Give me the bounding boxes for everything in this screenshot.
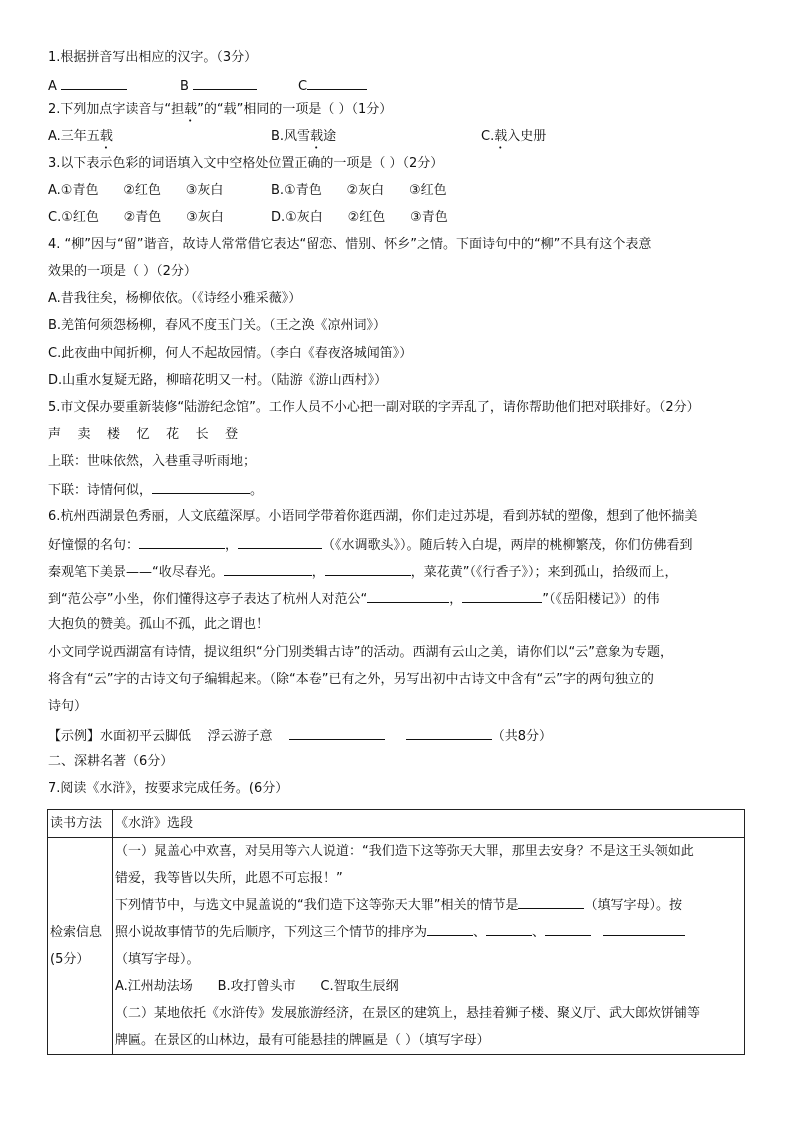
header-method-text: 读书方法 [50,816,103,831]
excerpt-line-1: （一）晁盖心中欢喜，对吴用等六人说道：“我们造下这等弥天大罪，那里去安身？不是这王头领如此 [115,844,694,859]
q6-blank-7[interactable] [289,727,385,740]
q6-l3-text: 秦观笔下美景——“收尽春光。 [48,565,224,580]
q1-blank-a[interactable] [61,77,127,90]
q6-blank-5[interactable] [367,590,449,603]
q1-b-label: B [180,79,189,94]
q2-b-post: 途 [323,129,337,144]
q1-blank-b[interactable] [193,77,257,90]
q6-score: （共8分） [491,729,553,744]
excerpt-blank-5[interactable] [603,923,685,936]
q6-l4-text: 到“范公亭”小坐，你们懂得这亭子表达了杭州人对范公“ [48,592,368,607]
table-header-row [48,810,745,838]
q6-l4-tail: ”（《岳阳楼记》）的伟 [542,592,660,607]
q4-prompt-line2: 效果的一项是（ ）（2分） [48,264,197,279]
q4-option-c: C.此夜曲中闻折柳，何人不起故园情。（李白《春夜洛城闻笛》） [48,346,413,361]
q6-line6: 小文同学说西湖富有诗情，提议组织“分门别类辑古诗”的活动。西湖有云山之美，请你们以“云”意象为专题， [48,645,673,660]
q1-option-a [48,77,127,95]
excerpt-line-8: 牌匾。在景区的山林边，最有可能悬挂的牌匾是（ ）（填写字母） [115,1033,490,1048]
q6-blank-4[interactable] [325,563,411,576]
q6-example: 【示例】水面初平云脚低 浮云游子意 [48,729,273,744]
q3-option-b: B.①青色 ②灰白 ③红色 [271,183,447,198]
q6-blank-2[interactable] [238,536,322,549]
q6-blank-3[interactable] [224,563,312,576]
q4-option-a: A.昔我往矣，杨柳依依。（《诗经小雅采薇》） [48,291,302,306]
q5-prompt: 5.市文保办要重新装修“陆游纪念馆”。工作人员不小心把一副对联的字弄乱了，请你帮助他们把对联排好。（2分） [48,400,700,415]
excerpt-blank-2[interactable] [427,923,473,936]
q6-line1: 6.杭州西湖景色秀丽，人文底蕴深厚。小语同学带着你逛西湖，你们走过苏堤，看到苏轼的塑像，想到了他怀揣美 [48,509,698,524]
q2-b-dot: 载 [310,129,324,144]
q6-line4 [48,590,659,608]
excerpt-options: A.江州劫法场 B.攻打曾头市 C.智取生辰纲 [115,979,399,994]
retrieve-info-cell [48,838,113,1055]
excerpt-line-7: （二）某地依托《水浒传》发展旅游经济，在景区的建筑上，悬挂着狮子楼、聚义厅、武大郎炊饼铺等 [115,1006,701,1021]
q2-option-a [48,129,113,152]
q2-a-pre: A.三年五 [48,129,100,144]
q2-b-pre: B.风雪 [271,129,311,144]
q1-prompt: 1.根据拼音写出相应的汉字。（3分） [48,50,258,65]
q6-blank-1[interactable] [139,536,225,549]
excerpt-l3-tail: （填写字母）。按 [584,898,682,913]
section-2-heading: 二、深耕名著（6分） [48,754,174,769]
q5-lower-text: 下联：诗情何似， [48,483,153,498]
q3-option-d: D.①灰白 ②红色 ③青色 [271,210,448,225]
q5-upper-couplet: 上联：世味依然，入巷重寻听雨地； [48,454,257,469]
q2-mid: ”的“载”相同的一项是（ ）（1分） [197,102,393,117]
q5-lower-couplet [48,481,263,499]
table-header-method [48,810,113,838]
q6-line8: 诗句） [48,699,88,714]
q2-option-b [271,129,336,152]
q4-option-b: B.羌笛何须怨杨柳，春风不度玉门关。（王之涣《凉州词》） [48,318,387,333]
retrieve-info-score: (5分） [50,952,90,967]
retrieve-info-label: 检索信息 [50,925,103,940]
q2-option-c [481,129,546,152]
q2-pre: 2.下列加点字读音与“担 [48,102,185,117]
excerpt-line-4 [113,919,744,946]
q6-l3-tail: ，菜花黄”（《行香子》）；来到孤山，拾级而上， [410,565,678,580]
header-excerpt-text: 《水浒》选段 [115,816,194,831]
q1-option-c [298,77,367,95]
excerpt-blank-4[interactable] [545,923,591,936]
q1-a-label: A [48,79,57,94]
q2-dotted-char: 载 [184,102,198,117]
q1-option-b [180,77,257,95]
excerpt-l4-sep1: 、 [473,925,487,940]
excerpt-line-3 [113,892,744,919]
q6-blank-8[interactable] [406,727,492,740]
q4-prompt-line1: 4. “柳”因与“留”谐音，故诗人常常借它表达“留恋、惜别、怀乡”之情。下面诗句中的“柳”不具有这个表意 [48,237,652,252]
q1-c-label: C [298,79,308,94]
q6-l2-comma: ， [225,538,239,553]
excerpt-blank-3[interactable] [486,923,532,936]
q6-line2 [48,536,693,554]
excerpt-line-5: （填写字母）。 [115,952,200,967]
q2-c-post: 入史册 [507,129,547,144]
q6-blank-6[interactable] [462,590,542,603]
q5-end: 。 [250,483,264,498]
excerpt-l4-sep2: 、 [532,925,546,940]
q3-option-c: C.①红色 ②青色 ③灰白 [48,210,224,225]
q6-line5: 大抱负的赞美。孤山不孤，此之谓也！ [48,617,270,632]
excerpt-blank-1[interactable] [518,896,584,909]
q5-lower-blank[interactable] [152,481,250,494]
excerpt-cell [113,838,745,1055]
q2-c-dot: 载 [494,129,508,144]
q7-prompt: 7.阅读《水浒》，按要求完成任务。(6分） [48,781,289,796]
table-row [48,838,745,1055]
excerpt-l3-text: 下列情节中，与选文中晁盖说的“我们造下这等弥天大罪”相关的情节是 [115,898,519,913]
excerpt-line-2: 错爱，我等皆以失所，此恩不可忘报！” [115,871,343,886]
reading-task-table [47,809,745,1055]
q1-blank-c[interactable] [307,77,367,90]
q3-option-a: A.①青色 ②红色 ③灰白 [48,183,224,198]
table-header-excerpt [113,810,745,838]
q6-example-line [48,727,552,745]
q6-line7: 将含有“云”字的古诗文句子编辑起来。（除“本卷”已有之外，另写出初中古诗文中含有“云”字的两句独立的 [48,672,654,687]
q6-l4-comma: ， [449,592,463,607]
q4-option-d: D.山重水复疑无路，柳暗花明又一村。（陆游《游山西村》） [48,373,388,388]
q2-c-pre: C. [481,129,495,144]
excerpt-l4-text: 照小说故事情节的先后顺序，下列这三个情节的排序为 [115,925,428,940]
q3-prompt: 3.以下表示色彩的词语填入文中空格处位置正确的一项是（ ）（2分） [48,156,444,171]
q6-l2-text: 好憧憬的名句： [48,538,140,553]
q6-l3-comma: ， [311,565,325,580]
q5-scrambled-chars: 声 卖 楼 忆 花 长 登 [48,427,239,442]
q2-a-dot: 载 [99,129,113,144]
q2-prompt [48,102,392,125]
q6-line3 [48,563,678,581]
q6-l2-tail: （《水调歌头》）。随后转入白堤，两岸的桃柳繁茂，你们仿佛看到 [322,538,693,553]
